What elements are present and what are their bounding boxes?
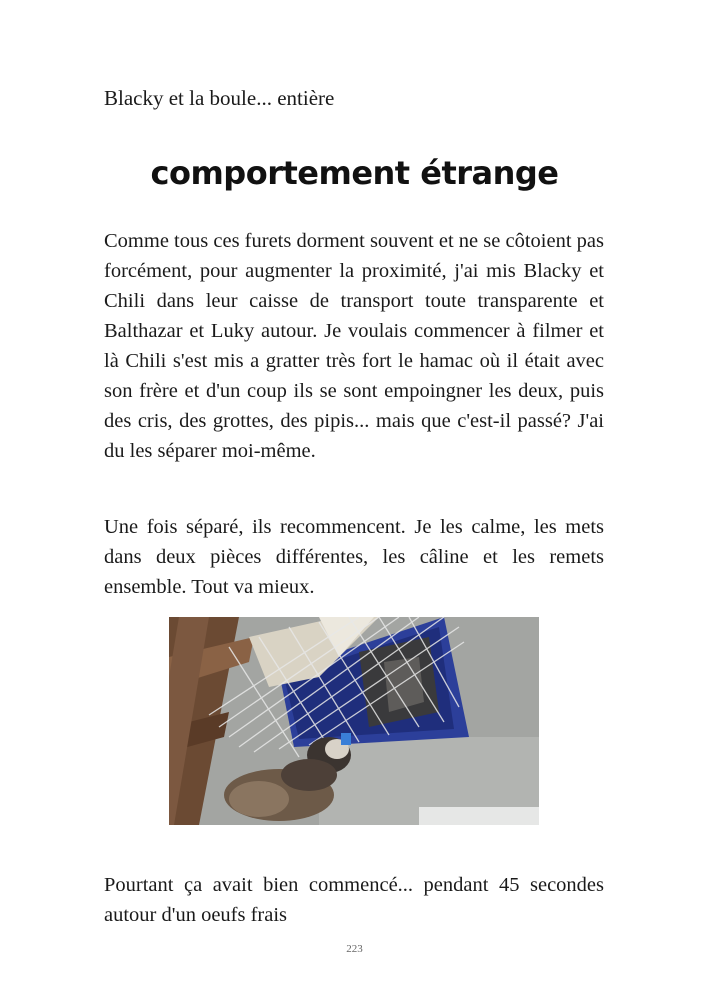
running-header: Blacky et la boule... entière <box>104 86 335 110</box>
paragraph-2: Une fois séparé, ils recommencent. Je les calme, les mets dans deux pièces différentes, les câline et les remets ensemble. Tout va mieux. <box>104 516 604 598</box>
chapter-title: comportement étrange <box>150 154 559 192</box>
paragraph-1: Comme tous ces furets dorment souvent et ne se côtoient pas forcément, pour augmenter la proximité, j'ai mis Blacky et Chili dans leur caisse de transport toute transparente et Balthazar et Luky autour. Je voulais commencer à filmer et là Chili s'est mis a gratter très fort le hamac où il était avec son frère et d'un coup ils se sont empoingner les deux, puis des cris, des grottes, des pipis... mais que c'est-il passé? J'ai du les séparer moi-même. <box>104 230 604 462</box>
page-number: 223 <box>346 943 363 955</box>
paragraph-3: Pourtant ça avait bien commencé... pendant 45 secondes autour d'un oeufs frais <box>104 874 604 926</box>
ferret-cage-photo <box>169 617 539 825</box>
